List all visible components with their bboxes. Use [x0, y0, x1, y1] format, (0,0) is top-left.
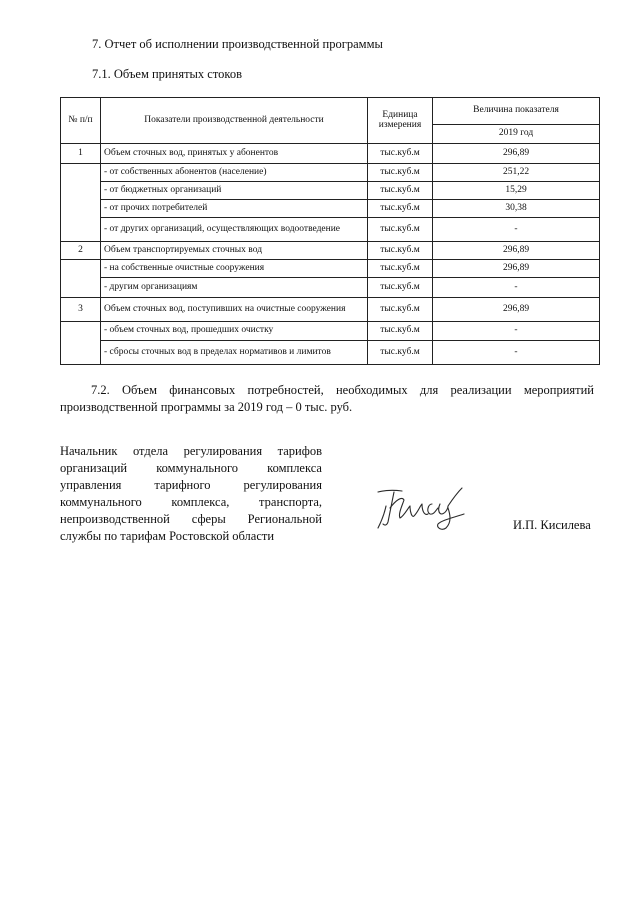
- row-num: [61, 260, 101, 298]
- row-unit: тыс.куб.м: [368, 341, 433, 365]
- row-unit: тыс.куб.м: [368, 182, 433, 200]
- row-value: -: [433, 278, 600, 298]
- row-value: -: [433, 218, 600, 242]
- row-name: - от прочих потребителей: [101, 200, 368, 218]
- row-name: - сбросы сточных вод в пределах нормативов и лимитов: [101, 341, 368, 365]
- row-unit: тыс.куб.м: [368, 164, 433, 182]
- table-row: [61, 218, 600, 242]
- table-row: [61, 278, 600, 298]
- table-row: [61, 260, 600, 278]
- section-7-1-heading: 7.1. Объем принятых стоков: [92, 67, 242, 81]
- table-row: [61, 164, 600, 182]
- row-value: 251,22: [433, 164, 600, 182]
- signer-line: службы по тарифам Ростовской области: [60, 529, 275, 543]
- row-unit: тыс.куб.м: [368, 218, 433, 242]
- signer-name: И.П. Кисилева: [513, 518, 591, 532]
- table-row: [61, 182, 600, 200]
- table-row: [61, 242, 600, 260]
- row-num: 2: [61, 242, 101, 260]
- header-value: Величина показателя: [433, 98, 600, 125]
- row-name: Объем сточных вод, принятых у абонентов: [101, 144, 368, 164]
- row-unit: тыс.куб.м: [368, 298, 433, 322]
- row-name: - от бюджетных организаций: [101, 182, 368, 200]
- signer-line: коммунального комплекса, транспорта,: [60, 495, 322, 509]
- financial-needs-paragraph: 7.2. Объем финансовых потребностей, необходимых для реализации мероприятий производственной программы за 2019 год – 0 тыс. руб.: [60, 383, 594, 414]
- signer-line: управления тарифного регулирования: [60, 478, 322, 492]
- header-indicator: Показатели производственной деятельности: [101, 98, 368, 144]
- header-unit: Единица измерения: [368, 98, 433, 144]
- row-num: 3: [61, 298, 101, 322]
- row-name: - от других организаций, осуществляющих водоотведение: [101, 218, 368, 242]
- signer-line: непроизводственной сферы Региональной: [60, 512, 322, 526]
- row-value: 296,89: [433, 144, 600, 164]
- row-name: - другим организациям: [101, 278, 368, 298]
- row-num: [61, 322, 101, 365]
- row-value: -: [433, 322, 600, 341]
- signer-position: [60, 443, 322, 545]
- row-name: - объем сточных вод, прошедших очистку: [101, 322, 368, 341]
- wastewater-table: [60, 97, 600, 365]
- handwritten-signature: [372, 478, 472, 533]
- signer-line: Начальник отдела регулирования тарифов: [60, 444, 322, 458]
- row-unit: тыс.куб.м: [368, 260, 433, 278]
- row-name: - от собственных абонентов (население): [101, 164, 368, 182]
- header-num: № п/п: [61, 98, 101, 144]
- table-row: [61, 144, 600, 164]
- row-name: Объем сточных вод, поступивших на очистные сооружения: [101, 298, 368, 322]
- table-row: [61, 322, 600, 341]
- row-unit: тыс.куб.м: [368, 200, 433, 218]
- row-unit: тыс.куб.м: [368, 242, 433, 260]
- row-value: 30,38: [433, 200, 600, 218]
- signer-line: организаций коммунального комплекса: [60, 461, 322, 475]
- section-7-heading: 7. Отчет об исполнении производственной программы: [92, 37, 383, 51]
- row-value: 296,89: [433, 298, 600, 322]
- row-unit: тыс.куб.м: [368, 278, 433, 298]
- row-num: [61, 164, 101, 242]
- row-value: 296,89: [433, 260, 600, 278]
- row-value: 296,89: [433, 242, 600, 260]
- table-row: [61, 298, 600, 322]
- row-unit: тыс.куб.м: [368, 144, 433, 164]
- row-value: 15,29: [433, 182, 600, 200]
- header-year: 2019 год: [433, 125, 600, 144]
- table-row: [61, 200, 600, 218]
- row-name: - на собственные очистные сооружения: [101, 260, 368, 278]
- row-value: -: [433, 341, 600, 365]
- table-row: [61, 341, 600, 365]
- row-num: 1: [61, 144, 101, 164]
- row-name: Объем транспортируемых сточных вод: [101, 242, 368, 260]
- row-unit: тыс.куб.м: [368, 322, 433, 341]
